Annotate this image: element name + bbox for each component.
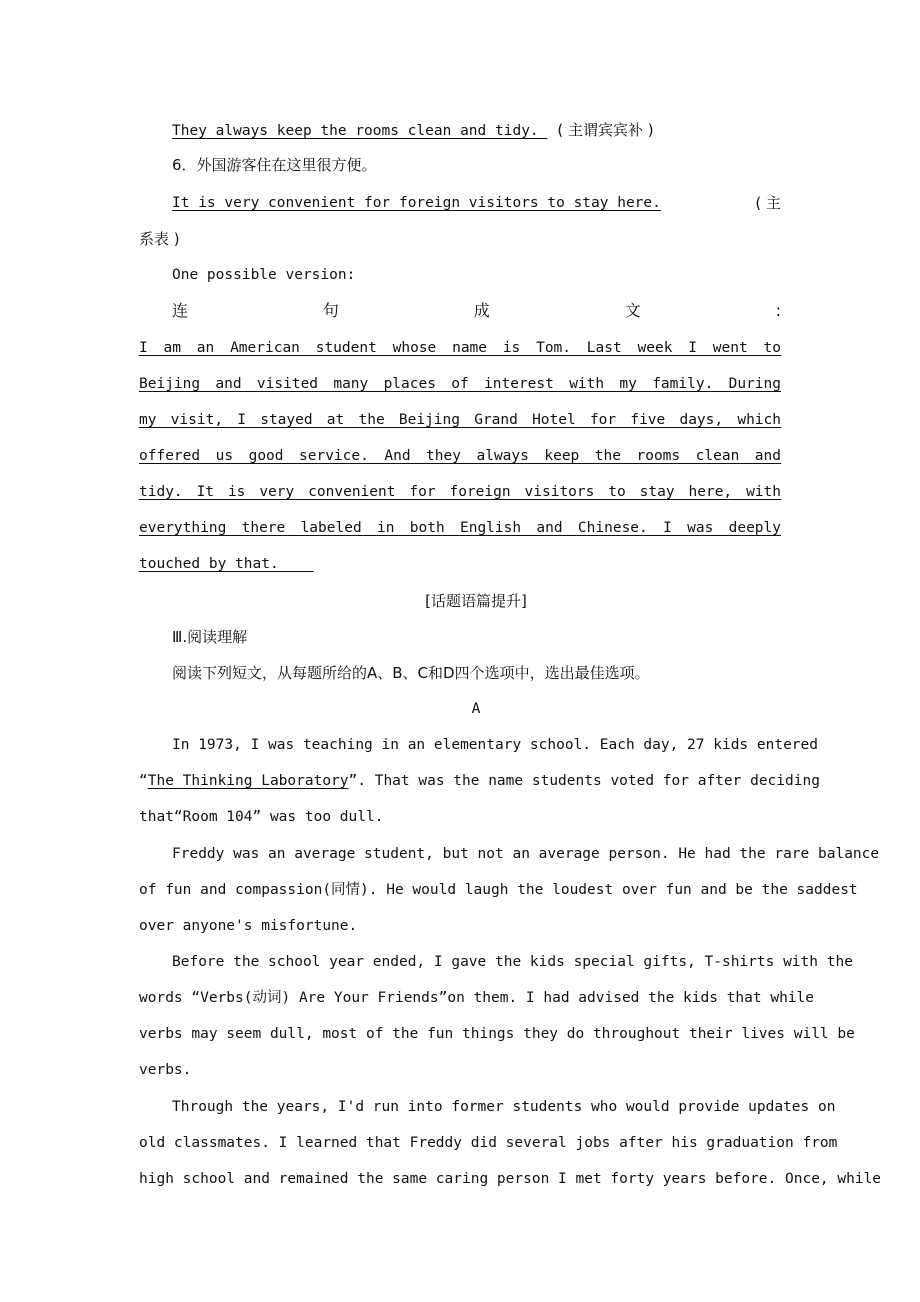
passage-line: Freddy was an average student, but not an average person. He had the rare balance: [172, 846, 880, 862]
passage-line: high school and remained the same caring person I met forty years before. Once, while: [139, 1171, 882, 1187]
passage-line: Through the years, I'd run into former students who would provide updates on: [172, 1099, 836, 1115]
question-6-answer-line: [172, 193, 781, 213]
passage-line: of fun and compassion(同情). He would laugh the loudest over fun and be the saddest: [139, 882, 858, 898]
part-heading: Ⅲ.阅读理解: [172, 628, 248, 646]
essay-line: offered us good service. And they always keep the rooms clean and: [139, 448, 781, 464]
sentence-5-line: [172, 120, 732, 140]
sentence-5-answer: They always keep the rooms clean and tidy.: [172, 123, 548, 139]
essay-line: touched by that.: [139, 556, 314, 572]
lianju-heading: 连 句 成 文 :: [172, 301, 781, 320]
sentence-5-label: ( 主谓宾宾补 ): [557, 121, 654, 139]
section-title: [话题语篇提升]: [425, 592, 527, 610]
question-6-label-b: 系表 ): [139, 230, 180, 248]
passage-line: old classmates. I learned that Freddy did several jobs after his graduation from: [139, 1135, 838, 1151]
question-6-prompt: 6．外国游客住在这里很方便。: [172, 156, 377, 174]
essay-line: tidy. It is very convenient for foreign visitors to stay here, with: [139, 484, 781, 500]
open-quote: “: [139, 773, 148, 789]
passage-label: A: [471, 701, 481, 717]
passage-line: In 1973, I was teaching in an elementary school. Each day, 27 kids entered: [172, 737, 819, 753]
essay-line: my visit, I stayed at the Beijing Grand Hotel for five days, which: [139, 412, 781, 428]
question-6-answer: It is very convenient for foreign visitors to stay here.: [172, 195, 661, 211]
passage-text: ”. That was the name students voted for after deciding: [348, 773, 820, 789]
instruction-text: 阅读下列短文，从每题所给的A、B、C和D四个选项中，选出最佳选项。: [172, 664, 650, 682]
version-label: One possible version:: [172, 267, 356, 283]
question-6-label-a: ( 主: [755, 194, 781, 212]
passage-line: words “Verbs(动词) Are Your Friends”on them. I had advised the kids that while: [139, 990, 815, 1006]
essay-line: everything there labeled in both English and Chinese. I was deeply: [139, 520, 781, 536]
essay-line-last: [139, 554, 319, 574]
passage-line: verbs.: [139, 1062, 192, 1078]
passage-line: over anyone's misfortune.: [139, 918, 358, 934]
lab-name: The Thinking Laboratory: [147, 773, 349, 789]
passage-line: that“Room 104” was too dull.: [139, 809, 384, 825]
passage-line: verbs may seem dull, most of the fun things they do throughout their lives will be: [139, 1026, 855, 1042]
essay-line: Beijing and visited many places of interest with my family. During: [139, 376, 781, 392]
passage-line-lab: [139, 771, 820, 791]
essay-line: I am an American student whose name is Tom. Last week I went to: [139, 340, 781, 356]
passage-line: Before the school year ended, I gave the kids special gifts, T-shirts with the: [172, 954, 853, 970]
